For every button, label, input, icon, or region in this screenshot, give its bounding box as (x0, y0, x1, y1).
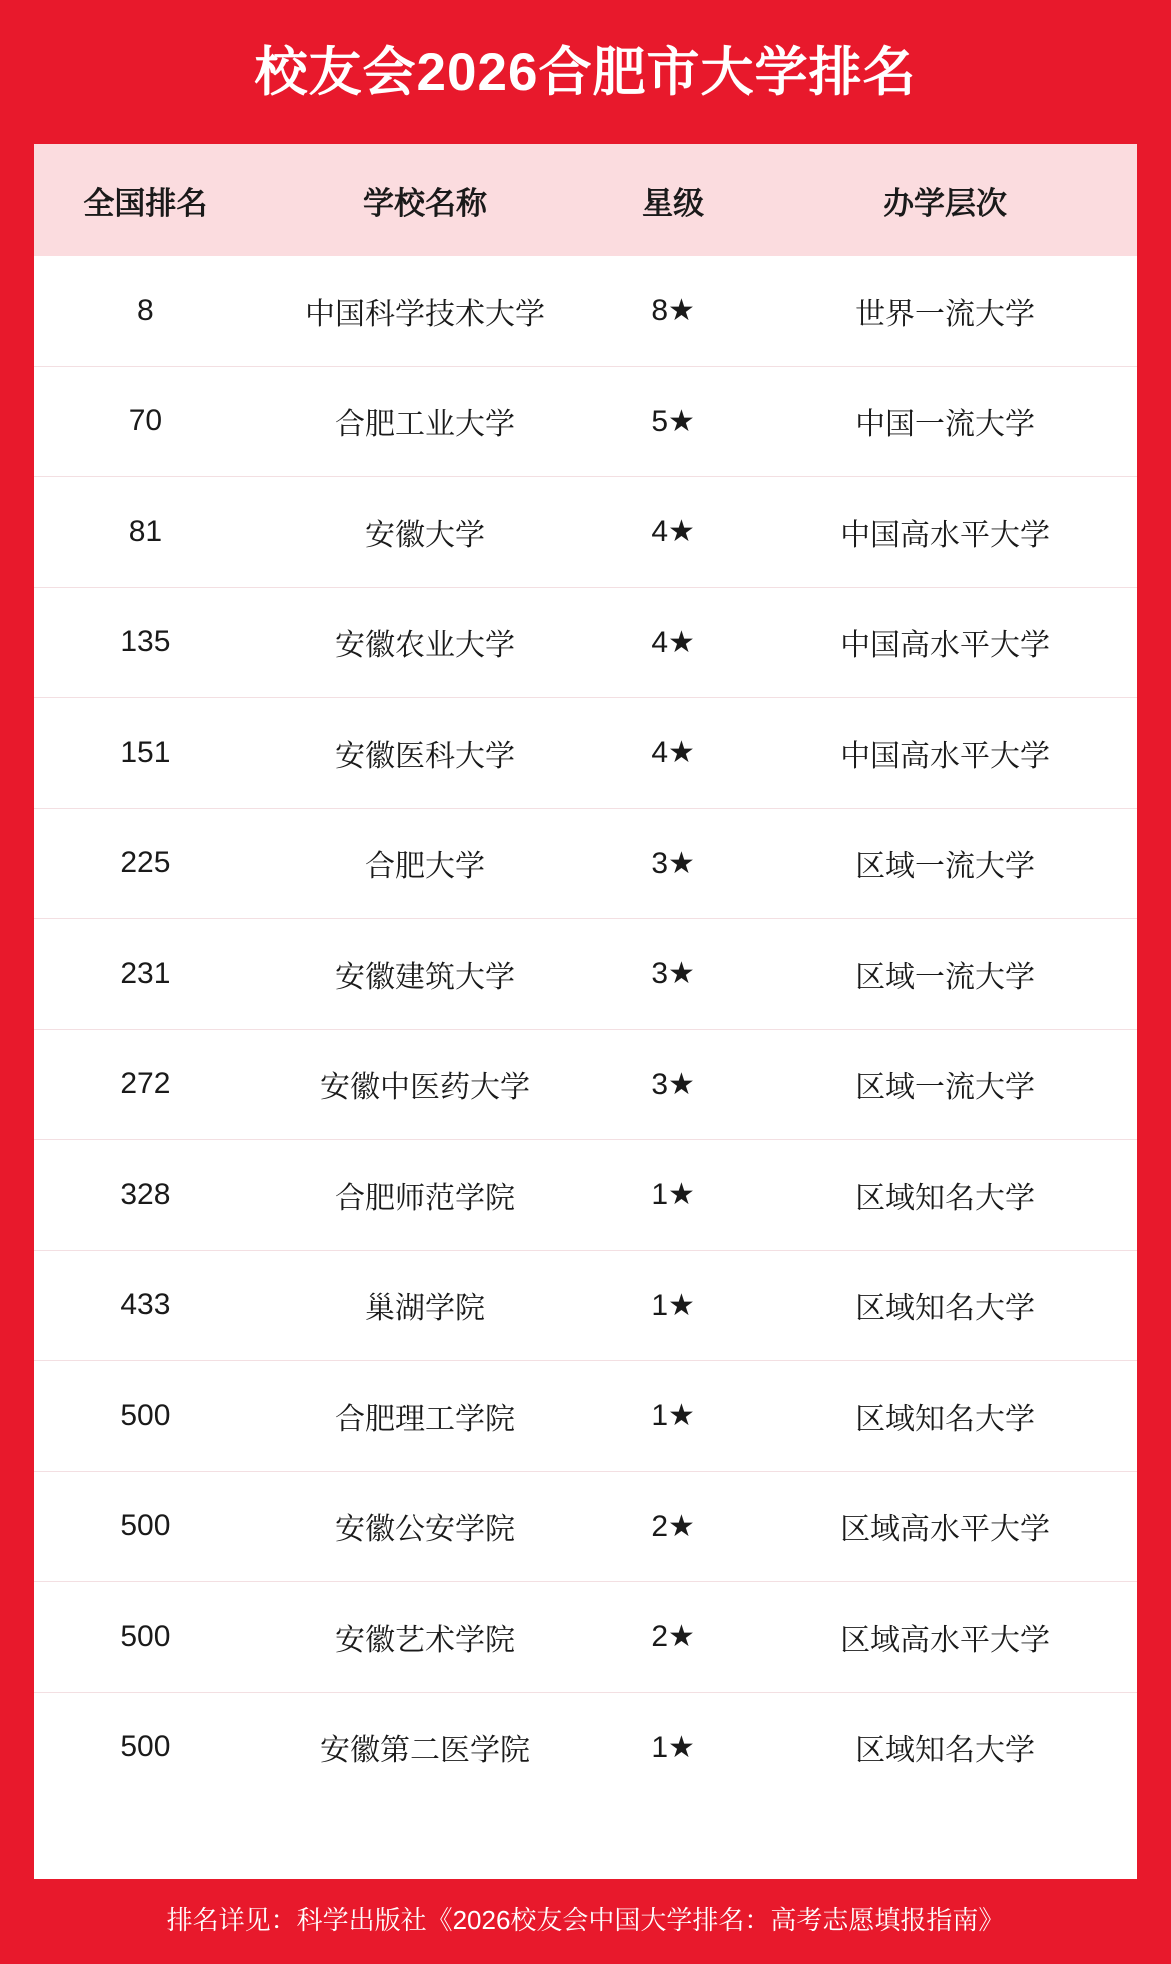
cell-rank: 500 (34, 1361, 257, 1472)
table-row (34, 1361, 1137, 1472)
cell-rank: 81 (34, 477, 257, 588)
cell-level: 中国高水平大学 (753, 587, 1137, 698)
table-row (34, 698, 1137, 809)
page-title: 校友会2026合肥市大学排名 (254, 42, 917, 102)
cell-rank: 500 (34, 1582, 257, 1693)
column-header-star: 星级 (593, 144, 753, 256)
cell-star: 2★ (593, 1471, 753, 1582)
footer-note: 排名详见：科学出版社《2026校友会中国大学排名：高考志愿填报指南》 (34, 1879, 1137, 1964)
cell-name: 合肥理工学院 (257, 1361, 593, 1472)
cell-name: 安徽第二医学院 (257, 1692, 593, 1802)
cell-name: 安徽农业大学 (257, 587, 593, 698)
cell-name: 安徽艺术学院 (257, 1582, 593, 1693)
cell-star: 4★ (593, 698, 753, 809)
cell-star: 2★ (593, 1582, 753, 1693)
table-row (34, 919, 1137, 1030)
cell-star: 4★ (593, 477, 753, 588)
table-header (34, 144, 1137, 256)
cell-level: 区域一流大学 (753, 1029, 1137, 1140)
table-row (34, 1692, 1137, 1802)
table-row (34, 1471, 1137, 1582)
cell-star: 1★ (593, 1361, 753, 1472)
column-header-rank: 全国排名 (34, 144, 257, 256)
cell-rank: 328 (34, 1140, 257, 1251)
cell-level: 区域知名大学 (753, 1140, 1137, 1251)
table-row (34, 1029, 1137, 1140)
cell-level: 世界一流大学 (753, 256, 1137, 366)
cell-level: 区域高水平大学 (753, 1471, 1137, 1582)
cell-name: 巢湖学院 (257, 1250, 593, 1361)
cell-name: 安徽公安学院 (257, 1471, 593, 1582)
cell-rank: 433 (34, 1250, 257, 1361)
column-header-name: 学校名称 (257, 144, 593, 256)
column-header-level: 办学层次 (753, 144, 1137, 256)
title-bar (34, 0, 1137, 144)
cell-name: 中国科学技术大学 (257, 256, 593, 366)
right-red-band (1137, 0, 1171, 1964)
cell-star: 3★ (593, 919, 753, 1030)
cell-level: 区域一流大学 (753, 919, 1137, 1030)
cell-star: 3★ (593, 1029, 753, 1140)
table-row (34, 808, 1137, 919)
cell-star: 5★ (593, 366, 753, 477)
table-row (34, 1140, 1137, 1251)
cell-rank: 151 (34, 698, 257, 809)
cell-rank: 272 (34, 1029, 257, 1140)
cell-level: 中国高水平大学 (753, 477, 1137, 588)
cell-name: 合肥工业大学 (257, 366, 593, 477)
cell-name: 安徽大学 (257, 477, 593, 588)
cell-rank: 8 (34, 256, 257, 366)
cell-rank: 500 (34, 1471, 257, 1582)
table-row (34, 1582, 1137, 1693)
cell-level: 区域高水平大学 (753, 1582, 1137, 1693)
table-row (34, 587, 1137, 698)
table-header-row (34, 144, 1137, 256)
cell-name: 合肥大学 (257, 808, 593, 919)
cell-level: 中国一流大学 (753, 366, 1137, 477)
cell-name: 安徽医科大学 (257, 698, 593, 809)
cell-star: 1★ (593, 1692, 753, 1802)
cell-star: 3★ (593, 808, 753, 919)
cell-star: 4★ (593, 587, 753, 698)
table-row (34, 1250, 1137, 1361)
cell-rank: 231 (34, 919, 257, 1030)
table-row (34, 477, 1137, 588)
left-red-band (0, 0, 34, 1964)
table-body (34, 256, 1137, 1802)
cell-level: 区域一流大学 (753, 808, 1137, 919)
cell-rank: 225 (34, 808, 257, 919)
cell-level: 中国高水平大学 (753, 698, 1137, 809)
cell-name: 安徽建筑大学 (257, 919, 593, 1030)
cell-star: 1★ (593, 1140, 753, 1251)
cell-rank: 70 (34, 366, 257, 477)
cell-rank: 500 (34, 1692, 257, 1802)
cell-level: 区域知名大学 (753, 1250, 1137, 1361)
cell-level: 区域知名大学 (753, 1692, 1137, 1802)
poster-content (34, 0, 1137, 1964)
university-ranking-table (34, 144, 1137, 1802)
cell-star: 8★ (593, 256, 753, 366)
table-row (34, 366, 1137, 477)
cell-star: 1★ (593, 1250, 753, 1361)
cell-level: 区域知名大学 (753, 1361, 1137, 1472)
cell-name: 合肥师范学院 (257, 1140, 593, 1251)
table-row (34, 256, 1137, 366)
cell-name: 安徽中医药大学 (257, 1029, 593, 1140)
cell-rank: 135 (34, 587, 257, 698)
